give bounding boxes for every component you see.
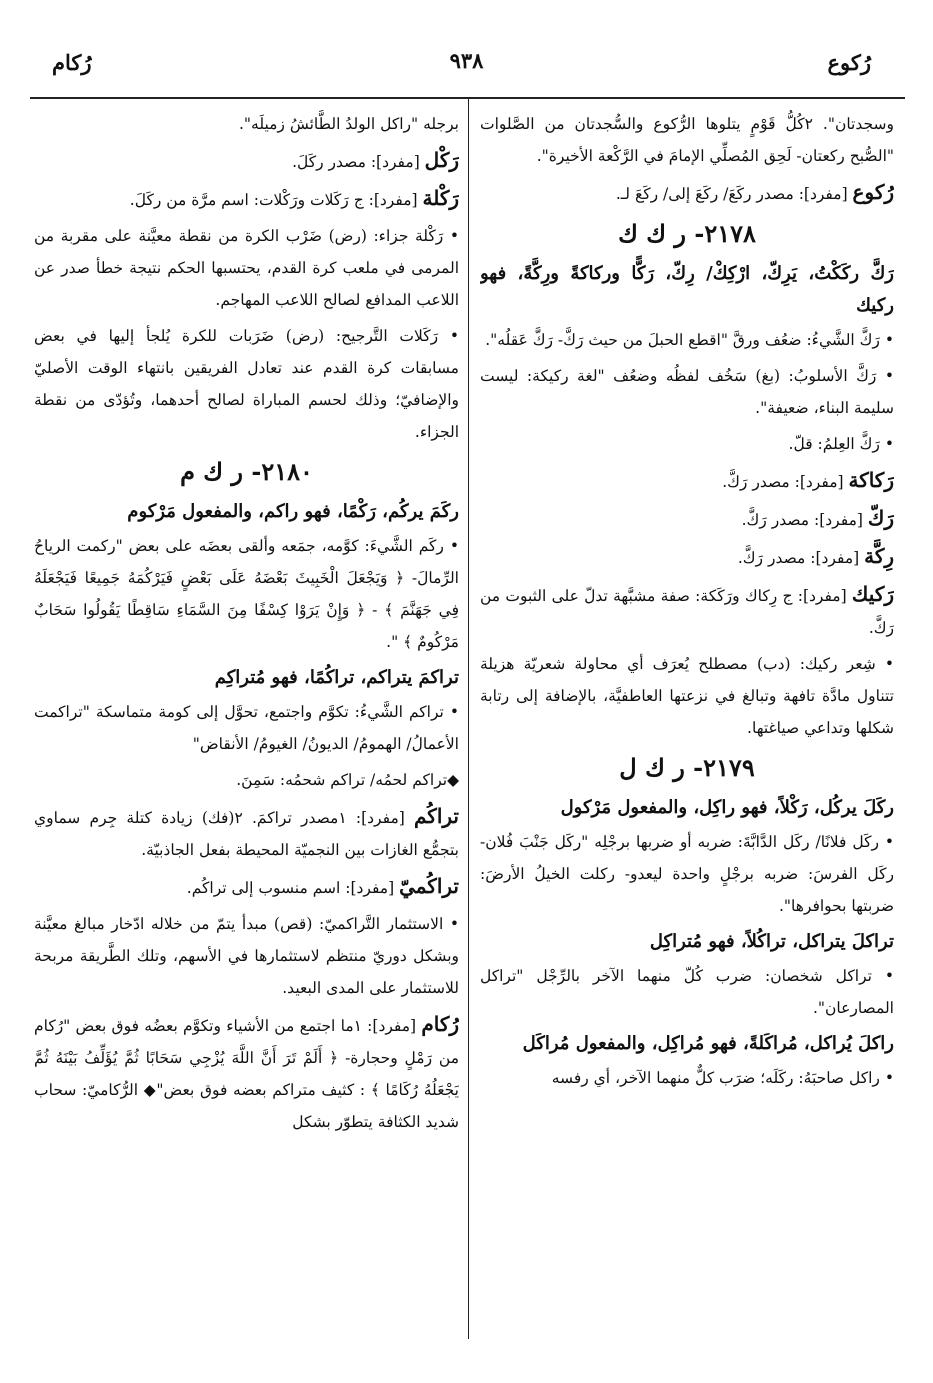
sense: • رَكَّ العِلمُ: قلّ.: [480, 428, 894, 460]
sense: • ركَل فلانًا/ ركَل الدَّابَّةَ: ضربه أو ضربها برجْلِه "ركَل جَنْبَ فُلان- ركَل الفرسَ: ضربه برجْلٍ واحدة ليعدو- ركلت الخيلُ الأرضَ: ضربتها بحوافرها".: [480, 826, 894, 922]
running-head-left: رُكام: [52, 50, 92, 75]
entry: [34, 800, 459, 866]
entry: [480, 578, 894, 644]
column-divider: [468, 99, 469, 1339]
verb-heading: راكلَ يُراكل، مُراكَلةً، فهو مُراكِل، والمفعول مُراكَل: [522, 1033, 894, 1054]
definition: [مفرد]: مصدر رَكَّ.: [722, 473, 849, 491]
headword: رَكيك: [851, 582, 894, 606]
sense: • الاستثمار التَّراكميّ: (قص) مبدأ يتمّ من خلاله ادّخار مبالغ معيَّنة وبشكل دوريّ منتظم لاستثمارها في الأسهم، وتلك الطَّريقة مربحة للاستثمار على المدى البعيد.: [34, 908, 459, 1004]
sense: • تراكم الشَّيءُ: تكوَّم واجتمع، تحوَّل إلى كومة متماسكة "تراكمت الأعمالُ/ الهمومُ/ الديونُ/ الغيومُ/ الأنقاض": [34, 696, 459, 760]
sense: • رَكَّ الأسلوبُ: (بغ) سَخُف لفظُه وضعُف "لغة ركيكة: ليست سليمة البناء، ضعيفة".: [480, 360, 894, 424]
headword: رَكْل: [424, 148, 459, 172]
entry: [34, 1008, 459, 1138]
verb-heading: ركَمَ يركُم، رَكْمًا، فهو راكم، والمفعول مَرْكوم: [127, 501, 459, 522]
definition: [مفرد]: مصدر رَكَّ.: [741, 511, 868, 529]
sense: • ركَم الشَّيءَ: كوَّمه، جمَعه وألقى بعضَه على بعض "ركمت الرياحُ الرِّمالَ- ﴿ وَيَجْعَلَ الْخَبِيثَ بَعْضَهُ عَلَى بَعْضٍ فَيَرْكُمَهُ جَمِيعًا فَيَجْعَلَهُ فِي جَهَنَّمَ ﴾ - ﴿ وَإِنْ يَرَوْا كِسْفًا مِنَ السَّمَاءِ سَاقِطًا يَقُولُوا سَحَابٌ مَرْكُومٌ ﴾ ".: [34, 530, 459, 658]
definition: [مفرد]: مصدر ركَعَ/ ركَعَ إلى/ ركَعَ لـ.: [615, 185, 853, 203]
sense: • رَكَّ الشَّيءُ: ضعُف ورقَّ "اقطع الحبلَ من حيث رَكَّ- رَكَّ عَقلُه".: [480, 324, 894, 356]
root-heading: ٢١٨٠- ر ك م: [180, 457, 313, 486]
left-column: [34, 108, 459, 1323]
sense: • تراكل شخصان: ضرب كُلّ منهما الآخر بالرِّجْل "تراكل المصارعان".: [480, 960, 894, 1024]
entry: [34, 144, 459, 178]
running-head-right: رُكوع: [827, 50, 871, 75]
entry: [480, 464, 894, 498]
headword: تراكُميّ: [399, 874, 459, 898]
verb-heading: تراكمَ يتراكم، تراكُمًا، فهو مُتراكِم: [214, 667, 459, 688]
page-number: ٩٣٨: [449, 48, 484, 73]
entry: [34, 870, 459, 904]
entry: [480, 540, 894, 574]
verb-heading: تراكلَ يتراكل، تراكُلاً، فهو مُتراكِل: [649, 931, 894, 952]
continuation-text: وسجدتان". ٢كُلُّ قَوْمٍ يتلوها الرُّكوع والسُّجدتان من الصَّلوات "الصُّبح ركعتان- لَحِق المُصلِّي الإمامَ في الرَّكْعة الأخيرة".: [480, 115, 894, 165]
root-heading: ٢١٧٨- ر ك ك: [618, 219, 756, 248]
sense: • رَكَلات التَّرجيح: (رض) ضَرَبات للكرة يُلجأ إليها في بعض مسابقات كرة القدم عند تعادل الفريقين بانتهاء الوقت الأصليّ والإضافيّ؛ وذلك لحسم المباراة لصالح أحدهما، وتُؤدّى من نقطة الجزاء.: [34, 320, 459, 448]
definition: [مفرد]: مصدر رَكَّ.: [737, 549, 865, 567]
sense: • شِعر ركيك: (دب) مصطلح يُعرَف أي محاولة شعريّة هزيلة تتناول مادَّة تافهة وتبالغ في نزعتها العاطفيَّة، بالإضافة إلى رتابة شكلها وتداعي صياغتها.: [480, 648, 894, 744]
sense: • رَكْلة جزاء: (رض) ضَرْب الكرة من نقطة معيَّنة على مقربة من المرمى في ملعب كرة القدم، يحتسبها الحكم نتيجة خطأ صدر عن اللاعب المدافع لصالح اللاعب المهاجم.: [34, 220, 459, 316]
continuation-text: برجله "راكل الولدُ الطَّائشُ زميلَه".: [238, 115, 459, 133]
entry: [480, 176, 894, 210]
definition: [مفرد]: ج رَكَلات ورَكْلات: اسم مرَّة من ركَلَ.: [129, 191, 423, 209]
definition: [مفرد]: اسم منسوب إلى تراكُم.: [186, 879, 400, 897]
headword: رَكاكة: [848, 468, 894, 492]
headword: رِكَّة: [864, 544, 894, 568]
definition: [مفرد]: ١ما اجتمع من الأشياء وتكوَّم بعضُه فوق بعض "رُكام من رَمْلٍ وحجارة- ﴿ أَلَمْ تَرَ أَنَّ اللَّهَ يُزْجِي سَحَابًا ثُمَّ يُؤَلِّفُ بَيْنَهُ ثُمَّ يَجْعَلُهُ رُكَامًا ﴾ : كثيف متراكم بعضه فوق بعض"◆ الرُّكاميّ: سحاب شديد الكثافة يتطوّر بشكل: [34, 1017, 459, 1131]
sense: • راكل صاحبَهُ: ركَلَه؛ ضرَب كلٌّ منهما الآخر، أي رفسه: [480, 1062, 894, 1094]
entry: [34, 182, 459, 216]
sub-sense: ◆تراكم لحمُه/ تراكم شحمُه: سَمِنَ.: [236, 771, 459, 789]
headword: رُكوع: [852, 180, 894, 204]
verb-heading: ركَلَ يركُل، رَكْلاً، فهو راكِل، والمفعول مَرْكول: [560, 797, 894, 818]
root-heading: ٢١٧٩- ر ك ل: [619, 753, 755, 782]
headword: تراكُم: [414, 804, 459, 828]
definition: [مفرد]: ج رِكاك ورَكَكة: صفة مشبَّهة تدلّ على الثبوت من رَكَّ.: [480, 587, 894, 637]
definition: [مفرد]: مصدر ركَلَ.: [292, 153, 425, 171]
headword: رُكام: [421, 1012, 459, 1036]
headword: رَكّ: [867, 506, 894, 530]
entry: [480, 502, 894, 536]
right-column: [480, 108, 894, 1323]
verb-heading: رَكَّ ركَكْتُ، يَرِكّ، ارْكِكْ/ رِكّ، رَكًّا وركاكةً ورِكَّةً، فهو ركيك: [480, 263, 894, 316]
definition: [مفرد]: ١مصدر تراكمَ. ٢(فك) زيادة كتلة جِرم سماوي بتجمُّع الغازات بين النجميّة المحيطة بفعل الجاذبيّة.: [34, 809, 459, 859]
headword: رَكْلة: [422, 186, 459, 210]
